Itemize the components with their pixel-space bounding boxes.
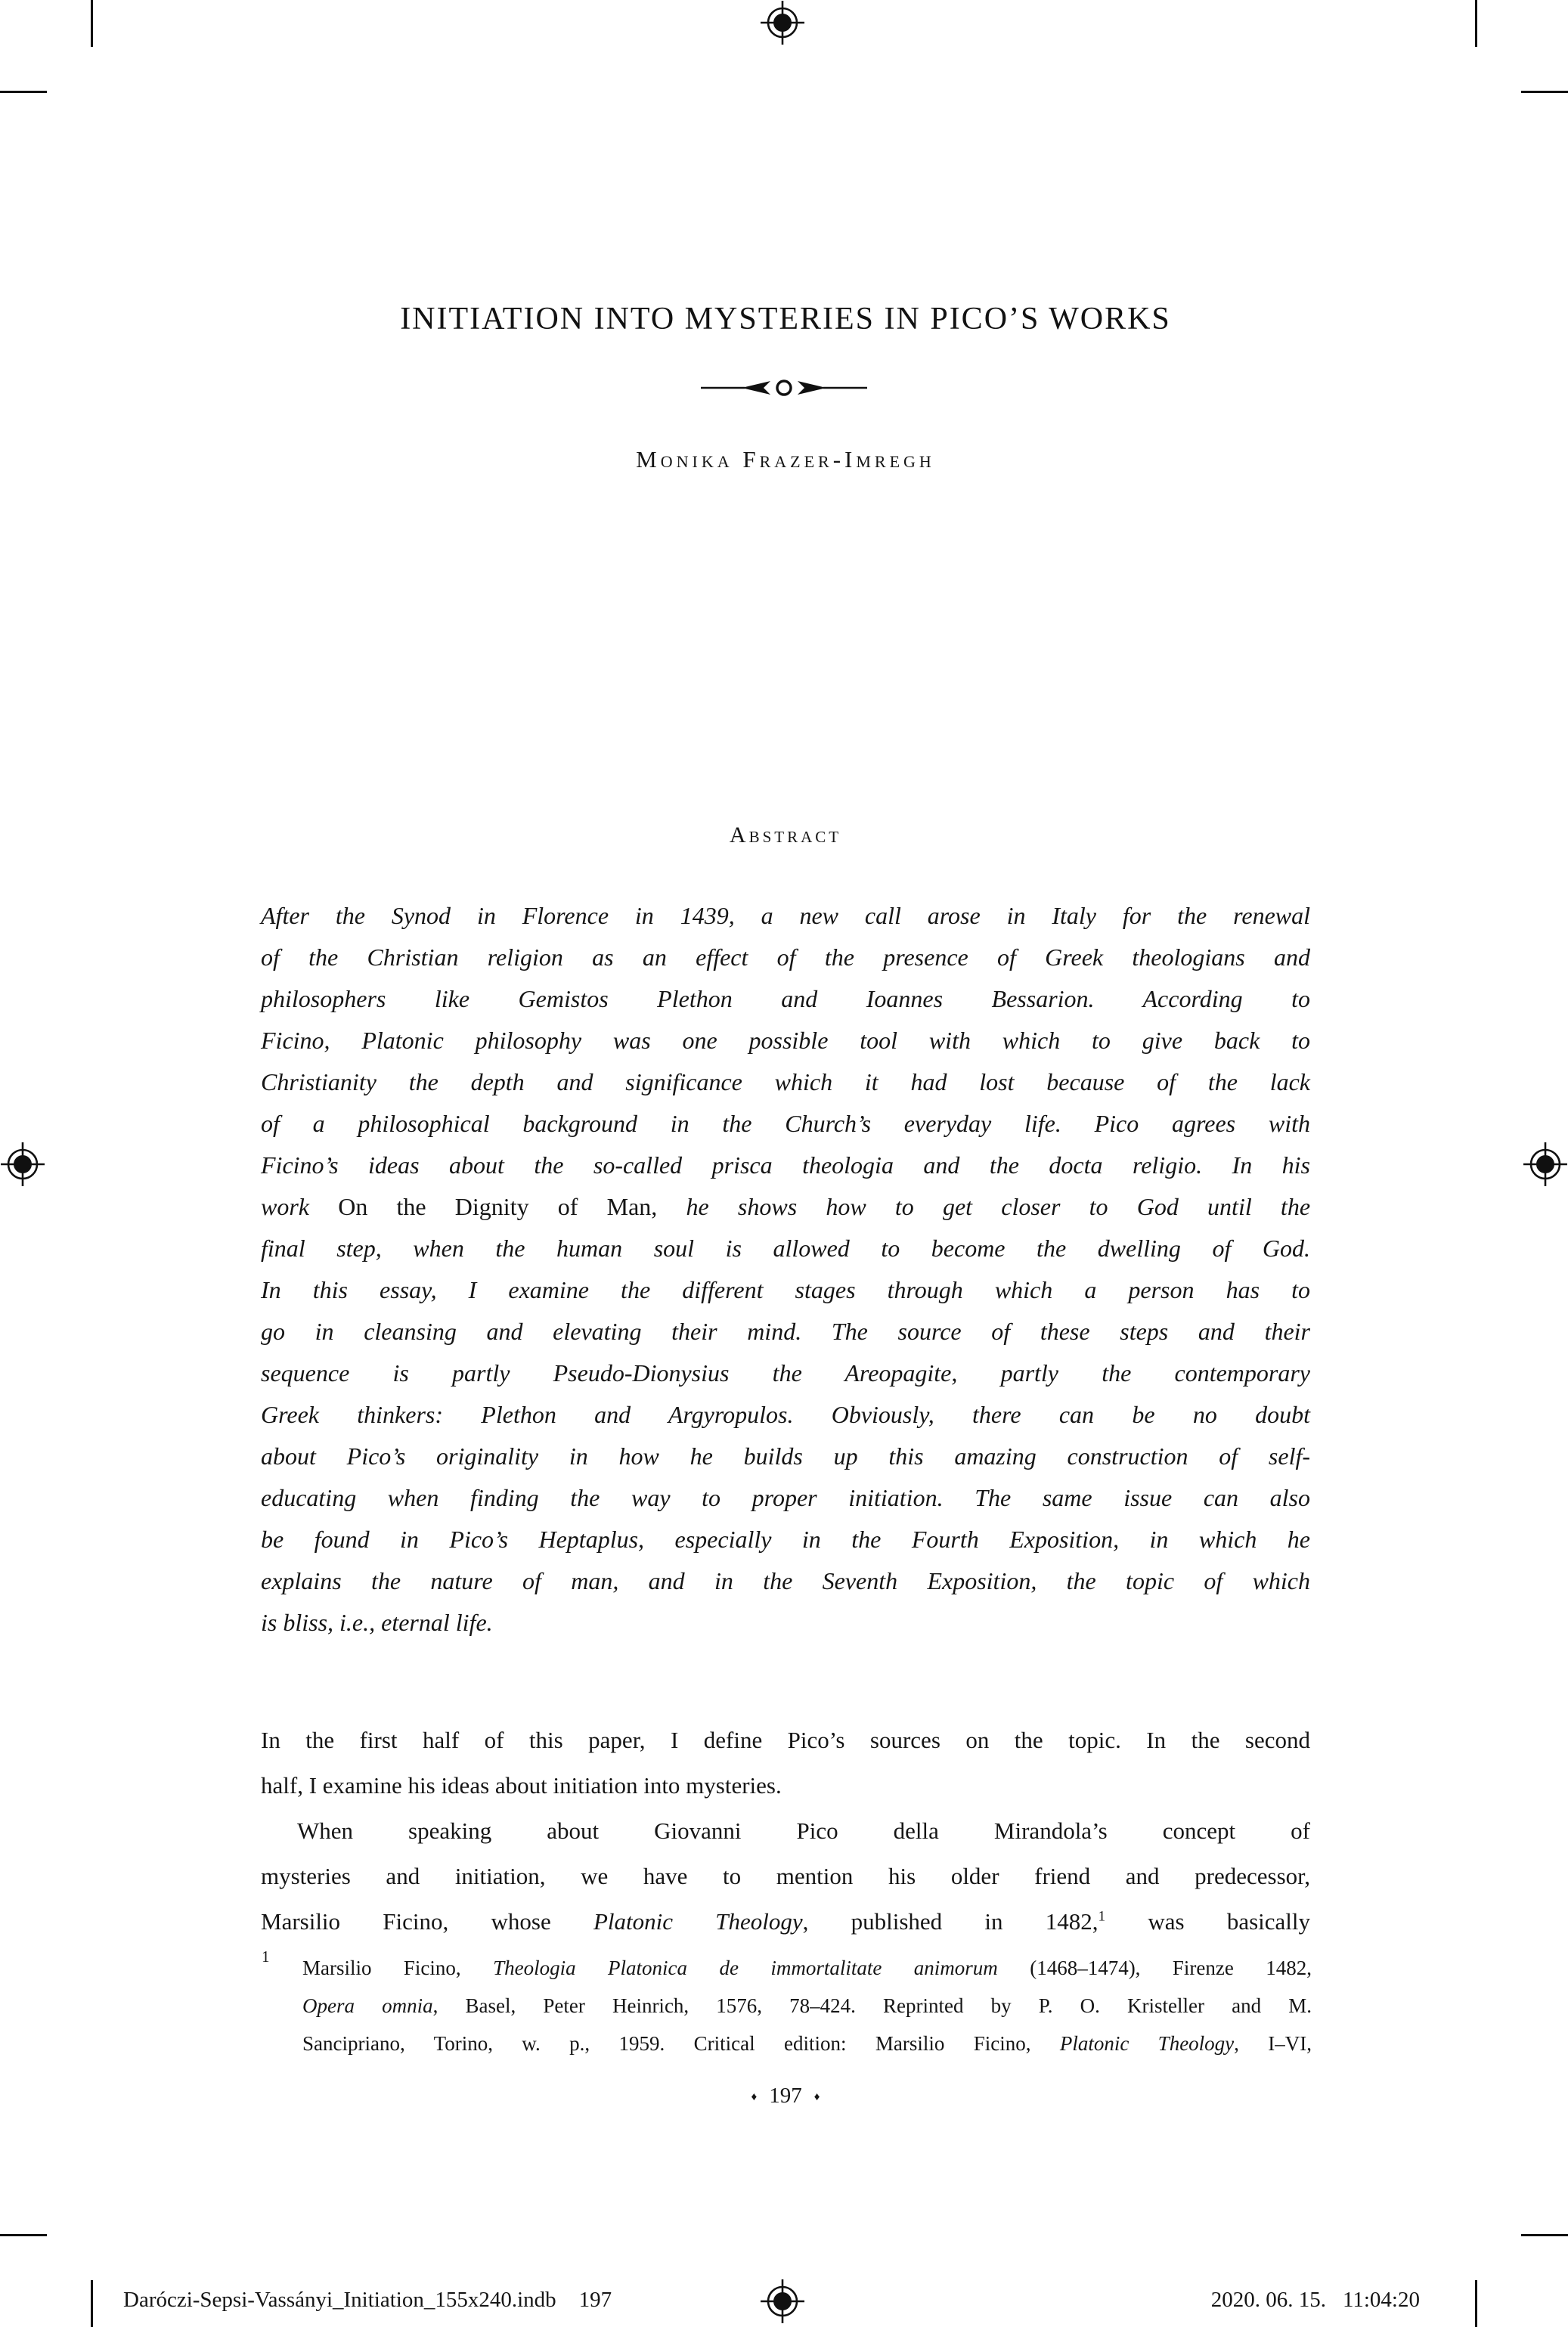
abstract-line: Ficino’s ideas about the so-called prisca theologia and the docta religio. In his bbox=[261, 1151, 1310, 1179]
body-line: Marsilio Ficino, whose Platonic Theology, published in 1482,$^1$ was basically bbox=[261, 1908, 1310, 1935]
abstract-line: be found in Pico’s Heptaplus, especially in the Fourth Exposition, in which he bbox=[261, 1526, 1310, 1553]
footnote-text bbox=[302, 1949, 1312, 2062]
abstract-line: about Pico’s originality in how he builds up this amazing construction of self- bbox=[261, 1442, 1310, 1470]
divider-ornament-icon bbox=[701, 377, 867, 398]
abstract-line: is bliss, i.e., eternal life. bbox=[261, 1609, 493, 1636]
footnote-line: Opera omnia, Basel, Peter Heinrich, 1576, 78–424. Reprinted by P. O. Kristeller and M. bbox=[302, 1994, 1312, 2017]
crop-mark bbox=[0, 91, 47, 93]
slug-filename-line bbox=[123, 2288, 612, 2313]
slug-date: 2020. 06. 15. bbox=[1210, 2288, 1326, 2312]
body-line: In the first half of this paper, I define Pico’s sources on the topic. In the second bbox=[261, 1727, 1310, 1753]
body-paragraph bbox=[261, 1808, 1310, 1944]
crop-mark bbox=[1475, 0, 1477, 47]
slug-time: 11:04:20 bbox=[1342, 2288, 1420, 2312]
abstract-line: Christianity the depth and significance which it had lost because of the lack bbox=[261, 1068, 1310, 1095]
crop-mark bbox=[91, 0, 93, 47]
abstract-line: Ficino, Platonic philosophy was one possible tool with which to give back to bbox=[261, 1027, 1310, 1054]
diamond-icon: ♦ bbox=[751, 2090, 758, 2103]
abstract-line: Greek thinkers: Plethon and Argyropulos. Obviously, there can be no doubt bbox=[261, 1401, 1310, 1428]
slug-timestamp-line bbox=[1211, 2288, 1420, 2313]
crop-mark bbox=[91, 2280, 93, 2327]
abstract-line: go in cleansing and elevating their mind. The source of these steps and their bbox=[261, 1318, 1310, 1345]
chapter-title: INITIATION INTO MYSTERIES IN PICO’S WORKS bbox=[400, 302, 1171, 336]
abstract-line: explains the nature of man, and in the Seventh Exposition, the topic of which bbox=[261, 1567, 1310, 1594]
body-paragraph bbox=[261, 1718, 1310, 1808]
slug-page-number: 197 bbox=[578, 2288, 612, 2312]
abstract-line: philosophers like Gemistos Plethon and Ioannes Bessarion. According to bbox=[261, 985, 1310, 1012]
body-line: When speaking about Giovanni Pico della Mirandola’s concept of bbox=[297, 1817, 1310, 1844]
abstract-line: final step, when the human soul is allowed to become the dwelling of God. bbox=[261, 1235, 1310, 1262]
registration-mark-icon bbox=[1523, 1142, 1567, 1186]
slug-filename: Daróczi-Sepsi-Vassányi_Initiation_155x240.indb bbox=[123, 2288, 556, 2312]
diamond-icon: ♦ bbox=[813, 2090, 820, 2103]
abstract-text bbox=[261, 895, 1310, 1644]
body-text bbox=[261, 1718, 1310, 1944]
registration-mark-icon bbox=[761, 2279, 804, 2323]
abstract-line: educating when finding the way to proper initiation. The same issue can also bbox=[261, 1484, 1310, 1511]
abstract-heading: Abstract bbox=[729, 823, 842, 847]
author-name: Monika Frazer-Imregh bbox=[636, 446, 935, 473]
body-line: half, I examine his ideas about initiation into mysteries. bbox=[261, 1772, 782, 1799]
abstract-line: of a philosophical background in the Church’s everyday life. Pico agrees with bbox=[261, 1110, 1310, 1137]
page-number-value: 197 bbox=[769, 2084, 802, 2108]
registration-mark-icon bbox=[1, 1142, 45, 1186]
body-line: mysteries and initiation, we have to mention his older friend and predecessor, bbox=[261, 1863, 1310, 1889]
crop-mark bbox=[1475, 2280, 1477, 2327]
footnote-line: Marsilio Ficino, Theologia Platonica de immortalitate animorum (1468–1474), Firenze 1482, bbox=[302, 1957, 1312, 1979]
abstract-line: work On the Dignity of Man, he shows how to get closer to God until the bbox=[261, 1193, 1311, 1220]
crop-mark bbox=[1521, 91, 1568, 93]
footnote-number: 1 bbox=[262, 1947, 270, 1966]
registration-mark-icon bbox=[761, 1, 804, 45]
page-number bbox=[261, 2084, 1310, 2109]
crop-mark bbox=[0, 2234, 47, 2236]
abstract-line: After the Synod in Florence in 1439, a new call arose in Italy for the renewal bbox=[261, 902, 1310, 929]
abstract-line: of the Christian religion as an effect of the presence of Greek theologians and bbox=[261, 944, 1310, 971]
abstract-line: In this essay, I examine the different stages through which a person has to bbox=[261, 1276, 1310, 1303]
abstract-line: sequence is partly Pseudo-Dionysius the Areopagite, partly the contemporary bbox=[261, 1359, 1310, 1387]
crop-mark bbox=[1521, 2234, 1568, 2236]
footnote-line: Sancipriano, Torino, w. p., 1959. Critical edition: Marsilio Ficino, Platonic Theology, I–VI, bbox=[302, 2032, 1312, 2055]
